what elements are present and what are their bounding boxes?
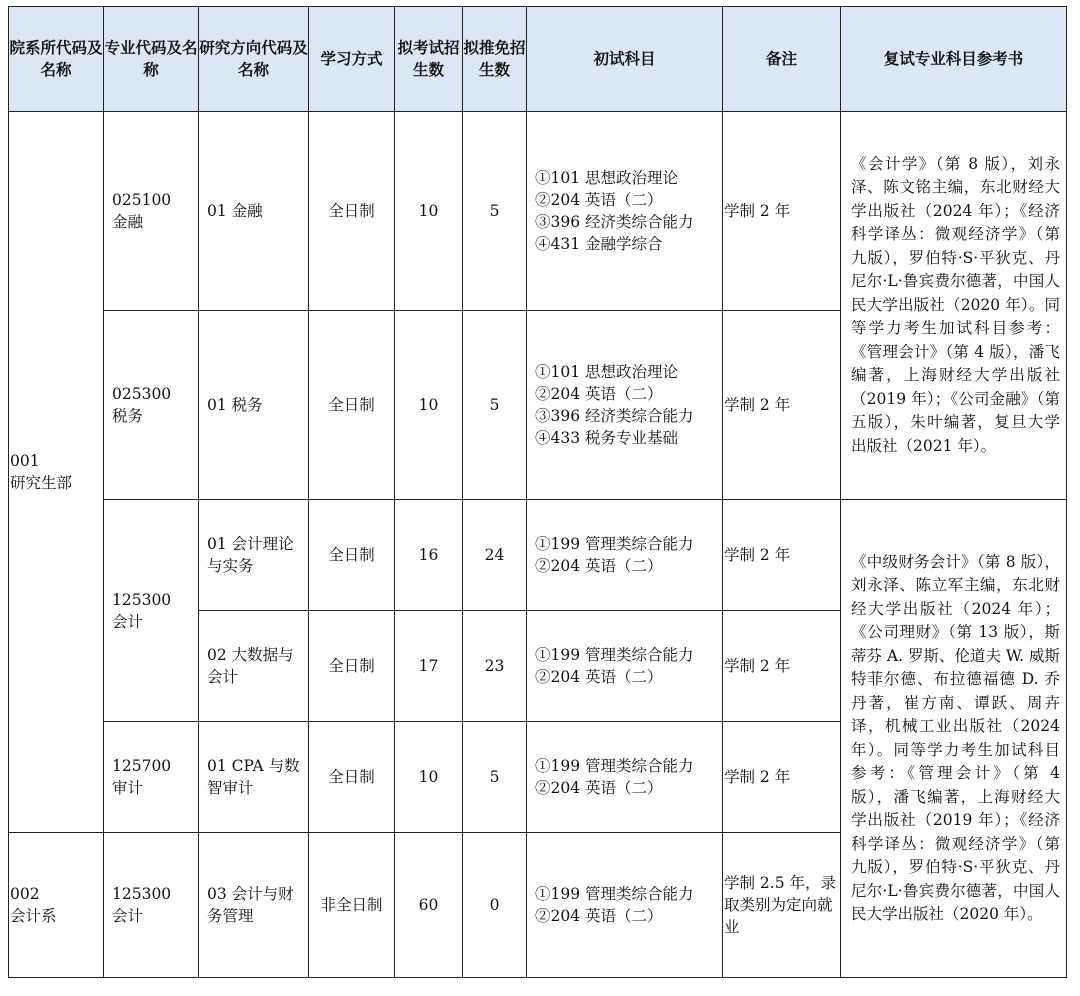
major-code: 125300 <box>112 590 172 609</box>
subject-item: ②204 英语（二） <box>535 191 663 209</box>
exam-count-cell: 60 <box>395 833 463 978</box>
mode-cell: 全日制 <box>309 500 395 611</box>
major-name: 会计 <box>112 612 144 631</box>
major-code: 125700 <box>112 757 172 775</box>
dept-name: 会计系 <box>10 907 57 925</box>
subject-item: ①199 管理类综合能力 <box>535 757 694 775</box>
subject-item: ②204 英语（二） <box>535 907 663 925</box>
major-code: 125300 <box>112 885 172 903</box>
major-code: 025300 <box>112 385 172 403</box>
exempt-count-cell: 5 <box>463 311 527 500</box>
dept-cell <box>9 833 104 978</box>
exempt-count-cell: 24 <box>463 500 527 611</box>
major-name: 金融 <box>112 213 144 231</box>
subject-item: ①101 思想政治理论 <box>535 363 679 381</box>
header-exam-count: 拟考试招生数 <box>395 7 463 112</box>
subject-item: ②204 英语（二） <box>535 779 663 797</box>
mode-cell: 全日制 <box>309 722 395 833</box>
exam-count-cell: 10 <box>395 112 463 311</box>
dept-cell <box>9 112 104 833</box>
direction-cell: 01 CPA 与数智审计 <box>199 722 309 833</box>
subjects-cell <box>527 611 723 722</box>
header-books: 复试专业科目参考书 <box>841 7 1067 112</box>
exempt-count-cell: 5 <box>463 112 527 311</box>
enrollment-table <box>8 6 1067 978</box>
reference-books-cell: 《中级财务会计》（第 8 版），刘永泽、陈立军主编，东北财经大学出版社（2024 年）；《公司理财》（第 13 版），斯蒂芬 A. 罗斯、伦道夫 W. 威斯特菲尔德、布拉德福德 D. 乔丹著，崔方南、谭跃、周卉译，机械工业出版社（2024 年）。同等学力考生加试科目参考：《管理会计》（第 4 版），潘飞编著，上海财经大学出版社（2019 年）；《经济科学译丛：微观经济学》（第九版），罗伯特·S·平狄克、丹尼尔·L·鲁宾费尔德著，中国人民大学出版社（2020 年）。 <box>841 500 1067 978</box>
note-cell: 学制 2 年 <box>723 722 841 833</box>
header-notes: 备注 <box>723 7 841 112</box>
subject-item: ④433 税务专业基础 <box>535 429 679 447</box>
major-cell <box>104 311 199 500</box>
exempt-count-cell: 5 <box>463 722 527 833</box>
mode-cell: 全日制 <box>309 611 395 722</box>
subjects-cell <box>527 311 723 500</box>
subject-item: ①101 思想政治理论 <box>535 169 679 187</box>
major-cell <box>104 112 199 311</box>
mode-cell: 非全日制 <box>309 833 395 978</box>
direction-cell: 03 会计与财务管理 <box>199 833 309 978</box>
note-cell: 学制 2 年 <box>723 500 841 611</box>
header-mode: 学习方式 <box>309 7 395 112</box>
direction-cell: 01 会计理论与实务 <box>199 500 309 611</box>
header-direction: 研究方向代码及名称 <box>199 7 309 112</box>
enrollment-table-wrapper <box>8 6 1067 978</box>
exam-count-cell: 10 <box>395 311 463 500</box>
major-cell <box>104 500 199 722</box>
subject-item: ④431 金融学综合 <box>535 235 663 253</box>
exam-count-cell: 16 <box>395 500 463 611</box>
subject-item: ①199 管理类综合能力 <box>535 535 694 553</box>
table-row <box>9 500 1067 611</box>
note-cell: 学制 2.5 年，录取类别为定向就业 <box>723 833 841 978</box>
direction-cell: 01 金融 <box>199 112 309 311</box>
direction-cell: 02 大数据与会计 <box>199 611 309 722</box>
note-cell: 学制 2 年 <box>723 112 841 311</box>
subject-item: ①199 管理类综合能力 <box>535 885 694 903</box>
subjects-cell <box>527 112 723 311</box>
dept-name: 研究生部 <box>10 474 73 492</box>
major-cell <box>104 833 199 978</box>
major-code: 025100 <box>112 191 172 209</box>
header-exempt-count: 拟推免招生数 <box>463 7 527 112</box>
exempt-count-cell: 23 <box>463 611 527 722</box>
exam-count-cell: 17 <box>395 611 463 722</box>
subject-item: ①199 管理类综合能力 <box>535 646 694 664</box>
major-name: 税务 <box>112 407 144 425</box>
note-cell: 学制 2 年 <box>723 311 841 500</box>
major-name: 审计 <box>112 779 144 797</box>
note-cell: 学制 2 年 <box>723 611 841 722</box>
dept-code: 002 <box>10 885 40 903</box>
direction-cell: 01 税务 <box>199 311 309 500</box>
subjects-cell <box>527 722 723 833</box>
exempt-count-cell: 0 <box>463 833 527 978</box>
mode-cell: 全日制 <box>309 112 395 311</box>
major-name: 会计 <box>112 907 144 925</box>
header-subjects: 初试科目 <box>527 7 723 112</box>
subjects-cell <box>527 833 723 978</box>
subject-item: ③396 经济类综合能力 <box>535 213 694 231</box>
header-dept: 院系所代码及名称 <box>9 7 104 112</box>
exam-count-cell: 10 <box>395 722 463 833</box>
subject-item: ②204 英语（二） <box>535 557 663 575</box>
major-cell <box>104 722 199 833</box>
subject-item: ③396 经济类综合能力 <box>535 407 694 425</box>
subjects-cell <box>527 500 723 611</box>
subject-item: ②204 英语（二） <box>535 385 663 403</box>
dept-code: 001 <box>10 452 40 470</box>
subject-item: ②204 英语（二） <box>535 668 663 686</box>
mode-cell: 全日制 <box>309 311 395 500</box>
header-row <box>9 7 1067 112</box>
header-major: 专业代码及名称 <box>104 7 199 112</box>
reference-books-cell: 《会计学》（第 8 版），刘永泽、陈文铭主编，东北财经大学出版社（2024 年）；《经济科学译丛：微观经济学》（第九版），罗伯特·S·平狄克、丹尼尔·L·鲁宾费尔德著，中国人民大学出版社（2020 年）。同等学力考生加试科目参考：《管理会计》（第 4 版），潘飞编著，上海财经大学出版社（2019 年）；《公司金融》（第五版），朱叶编著，复旦大学出版社（2021 年）。 <box>841 112 1067 500</box>
table-row <box>9 112 1067 311</box>
